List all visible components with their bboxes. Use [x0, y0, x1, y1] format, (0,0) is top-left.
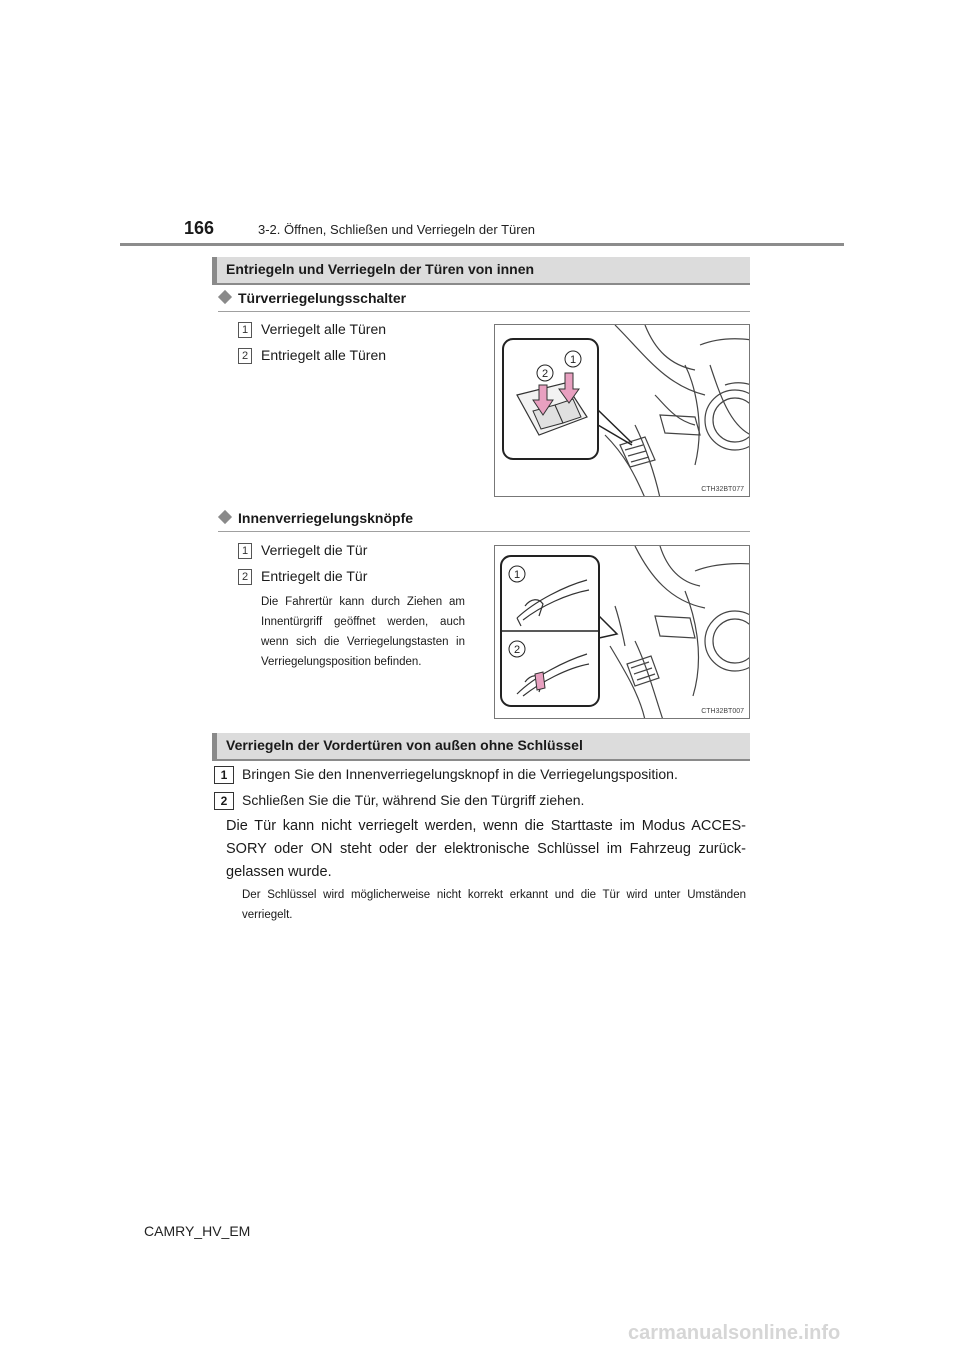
section-title: Verriegeln der Vordertüren von außen ohne Schlüssel: [226, 737, 583, 753]
diamond-bullet-icon: [218, 510, 232, 524]
lock-condition-paragraph: Die Tür kann nicht verriegelt werden, wenn die Starttaste im Modus ACCES-SORY oder ON steht oder der elektronische Schlüssel im Fahrzeug zurück-gelassen wurde.: [226, 818, 746, 880]
section-rule: [212, 759, 750, 761]
section-title: Entriegeln und Verriegeln der Türen von innen: [226, 261, 535, 277]
step-badge: 2: [238, 348, 252, 364]
page-number: 166: [184, 218, 215, 238]
diamond-bullet-icon: [218, 290, 232, 304]
figure-callout: 1: [569, 354, 577, 366]
driver-door-note: Die Fahrertür kann durch Ziehen am Innentürgriff geöffnet werden, auch wenn sich die Verriegelungstasten in Verriegelungsposition befinden.: [261, 596, 465, 668]
subheading-text: Türverriegelungsschalter: [238, 290, 407, 306]
subheading-text: Innenverriegelungsknöpfe: [238, 510, 414, 526]
section-accent: [212, 257, 217, 283]
inside-lock-knob-illustration: [495, 546, 750, 719]
step-text: Verriegelt die Tür: [261, 542, 368, 558]
fine-print: Der Schlüssel wird möglicherweise nicht korrekt erkannt und die Tür wird unter Umständen verriegelt.: [242, 889, 746, 921]
subheading-rule: [218, 311, 750, 312]
header-rule: [120, 243, 844, 246]
step-number: 1: [214, 766, 234, 784]
step-text: Entriegelt die Tür: [261, 568, 368, 584]
step-text: Schließen Sie die Tür, während Sie den Türgriff ziehen.: [242, 792, 585, 808]
step-badge: 1: [238, 322, 252, 338]
step-text: Entriegelt alle Türen: [261, 347, 387, 363]
subheading-inside-lock-knobs: [218, 510, 413, 526]
subheading-rule: [218, 531, 750, 532]
door-lock-switch-illustration: [495, 325, 750, 497]
step-number: 2: [214, 792, 234, 810]
running-head: 3-2. Öffnen, Schließen und Verriegeln der Türen: [258, 222, 536, 237]
section-heading-inside: [212, 257, 750, 283]
figure-code: CTH32BT007: [701, 708, 744, 715]
footer-model-id: CAMRY_HV_EM: [144, 1223, 251, 1239]
figure-door-lock-switch: [494, 324, 750, 497]
figure-code: CTH32BT077: [701, 486, 744, 493]
section-heading-outside: [212, 733, 750, 759]
figure-callout: 2: [541, 368, 549, 380]
section-rule: [212, 283, 750, 285]
step-text: Verriegelt alle Türen: [261, 321, 387, 337]
step-badge: 2: [238, 569, 252, 585]
step-badge: 1: [238, 543, 252, 559]
footer-watermark: carmanualsonline.info: [628, 1322, 841, 1344]
subheading-door-lock-switch: [218, 290, 406, 306]
section-accent: [212, 733, 217, 759]
figure-callout: 1: [513, 569, 521, 581]
figure-callout: 2: [513, 644, 521, 656]
step-text: Bringen Sie den Innenverriegelungsknopf in die Verriegelungsposition.: [242, 766, 678, 782]
figure-inside-lock-knobs: [494, 545, 750, 719]
